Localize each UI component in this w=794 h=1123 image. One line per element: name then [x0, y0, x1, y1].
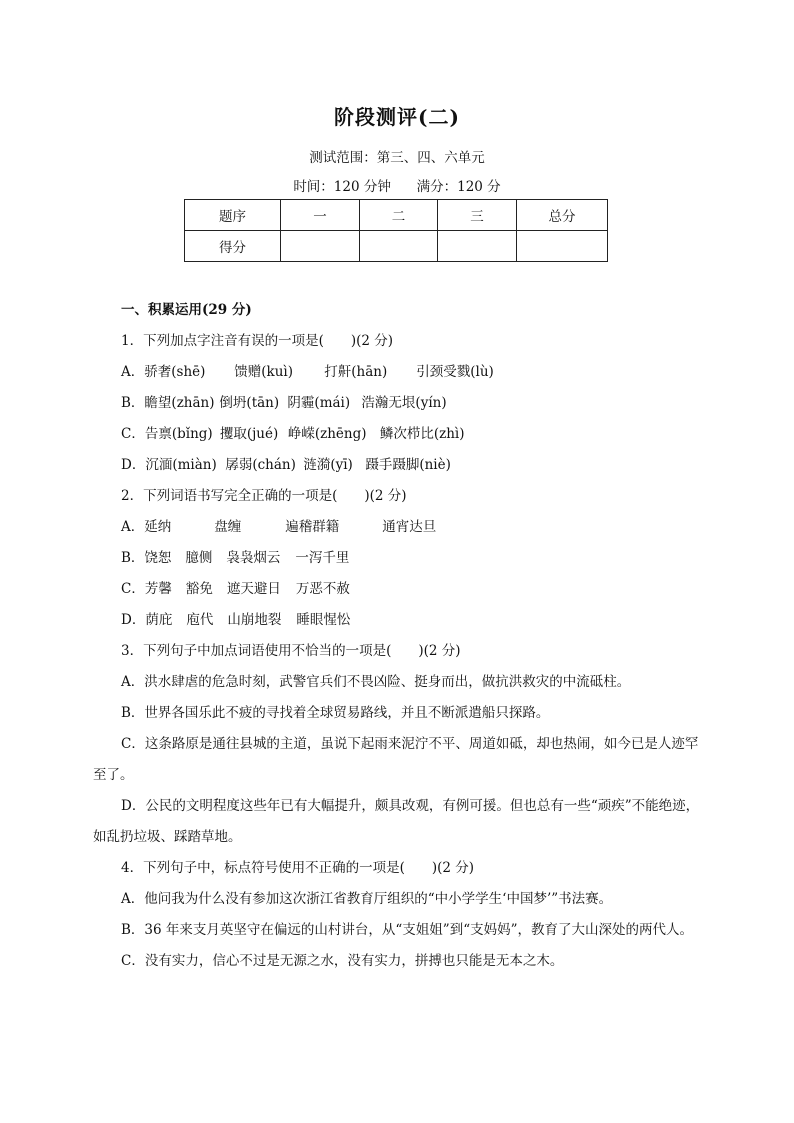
question-2-option-a[interactable]: [93, 512, 703, 543]
option-item: 馈赠(kuì): [234, 364, 293, 380]
question-2-option-b[interactable]: [93, 543, 703, 574]
score-table-header-row: [185, 200, 608, 231]
exam-content: [93, 295, 703, 977]
option-item: 沉湎(miàn): [145, 457, 217, 473]
header-cell-part2: 二: [360, 200, 438, 231]
option-label: D．: [121, 612, 146, 628]
header-cell-part1: 一: [281, 200, 360, 231]
option-item: 攫取(jué): [219, 426, 279, 442]
option-label: D．: [121, 457, 146, 473]
header-cell-order: 题序: [185, 200, 281, 231]
option-item: 引颈受戮(lù): [416, 364, 494, 380]
option-item: 睡眼惺忪: [296, 612, 351, 628]
option-item: 涟漪(yī): [303, 457, 353, 473]
question-1-option-b[interactable]: [93, 388, 703, 419]
option-item: 芳馨: [144, 581, 172, 597]
page-title: 阶段测评(二): [334, 105, 460, 129]
question-1-option-d[interactable]: [93, 450, 703, 481]
score-table-score-row: [185, 231, 608, 262]
question-2-option-d[interactable]: [93, 605, 703, 636]
question-4-stem: 4．下列句子中，标点符号使用不正确的一项是( )(2 分): [121, 860, 475, 876]
option-item: 袅袅烟云: [226, 550, 281, 566]
score-cell-part3[interactable]: [438, 231, 517, 262]
time-and-score: 时间：120 分钟 满分：120 分: [293, 179, 501, 195]
score-cell-part2[interactable]: [360, 231, 438, 262]
question-1-option-c[interactable]: [93, 419, 703, 450]
option-item: 延纳: [144, 519, 172, 535]
option-label: A．: [121, 519, 145, 535]
option-item: 阴霾(mái): [287, 395, 351, 411]
score-cell-total[interactable]: [517, 231, 608, 262]
question-3-option-d[interactable]: D．公民的文明程度这些年已有大幅提升，颇具改观，有例可援。但也总有一些“顽疾”不能绝迹，如乱扔垃圾、踩踏草地。: [93, 798, 700, 845]
question-4-option-a[interactable]: A．他问我为什么没有参加这次浙江省教育厅组织的“中小学学生‘中国梦’”书法赛。: [121, 891, 613, 907]
option-item: 鳞次栉比(zhì): [379, 426, 465, 442]
question-1-stem: 1．下列加点字注音有误的一项是( )(2 分): [121, 333, 394, 349]
option-item: 孱弱(chán): [225, 457, 296, 473]
option-item: 山崩地裂: [227, 612, 282, 628]
option-label: A．: [121, 364, 145, 380]
option-item: 荫庇: [145, 612, 173, 628]
score-cell-part1[interactable]: [281, 231, 360, 262]
option-item: 臆侧: [185, 550, 213, 566]
header-cell-part3: 三: [438, 200, 517, 231]
option-item: 一泻千里: [295, 550, 350, 566]
option-item: 遍稽群籍: [285, 519, 340, 535]
question-3-stem: 3．下列句子中加点词语使用不恰当的一项是( )(2 分): [121, 643, 461, 659]
option-item: 骄奢(shē): [144, 364, 206, 380]
question-1-option-a[interactable]: [93, 357, 703, 388]
option-item: 盘缠: [214, 519, 242, 535]
option-item: 打鼾(hān): [324, 364, 388, 380]
option-label: C．: [121, 581, 145, 597]
option-item: 浩瀚无垠(yín): [361, 395, 447, 411]
question-3-option-c[interactable]: C．这条路原是通往县城的主道，虽说下起雨来泥泞不平、周道如砥，却也热闹，如今已是人迹罕至了。: [93, 736, 699, 783]
question-3-option-b[interactable]: B．世界各国乐此不疲的寻找着全球贸易路线，并且不断派遣船只探路。: [121, 705, 550, 721]
option-item: 遮天避日: [226, 581, 281, 597]
option-item: 告禀(bǐng): [144, 426, 213, 442]
option-item: 豁免: [185, 581, 213, 597]
score-row-label: 得分: [185, 231, 281, 262]
test-range: 测试范围：第三、四、六单元: [309, 150, 485, 166]
option-item: 万恶不赦: [295, 581, 350, 597]
question-4-option-b[interactable]: B．36 年来支月英坚守在偏远的山村讲台，从“支姐姐”到“支妈妈”，教育了大山深处的两代人。: [121, 922, 693, 938]
score-table: [184, 199, 608, 262]
option-item: 庖代: [186, 612, 214, 628]
question-2-stem: 2．下列词语书写完全正确的一项是( )(2 分): [121, 488, 407, 504]
option-label: B．: [121, 550, 145, 566]
question-3-option-a[interactable]: A．洪水肆虐的危急时刻，武警官兵们不畏凶险、挺身而出，做抗洪救灾的中流砥柱。: [121, 674, 631, 690]
option-label: B．: [121, 395, 145, 411]
option-item: 峥嵘(zhēng): [287, 426, 367, 442]
option-item: 倒坍(tān): [219, 395, 280, 411]
option-item: 通宵达旦: [382, 519, 437, 535]
option-item: 饶恕: [144, 550, 172, 566]
option-item: 瞻望(zhān): [144, 395, 215, 411]
question-4-option-c[interactable]: C．没有实力，信心不过是无源之水，没有实力，拼搏也只能是无本之木。: [121, 953, 564, 969]
question-2-option-c[interactable]: [93, 574, 703, 605]
option-item: 蹑手蹑脚(niè): [365, 457, 451, 473]
section-heading: 一、积累运用(29 分): [121, 302, 252, 318]
header-cell-total: 总分: [517, 200, 608, 231]
option-label: C．: [121, 426, 145, 442]
